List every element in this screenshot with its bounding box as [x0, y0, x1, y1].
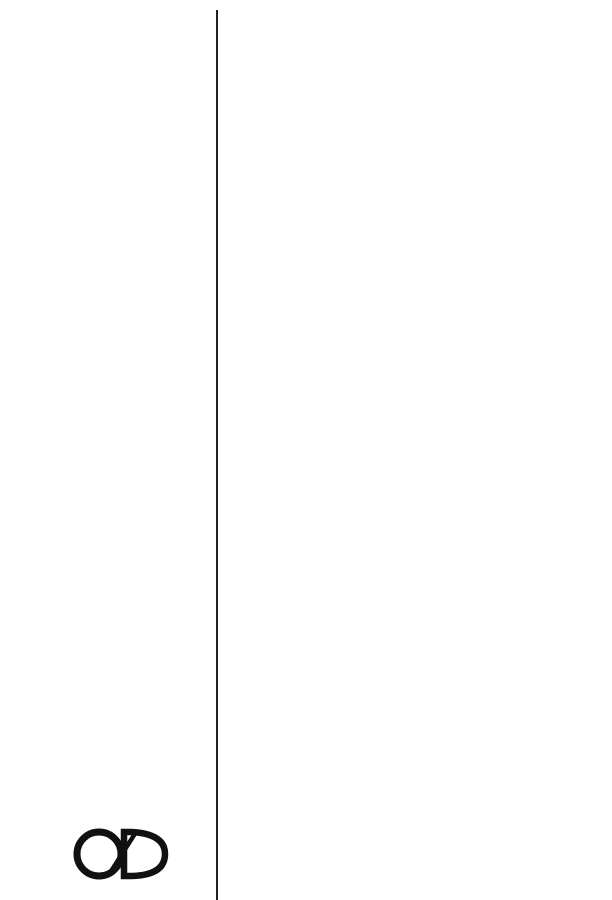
gd-logo: [72, 828, 170, 880]
vertical-divider: [216, 10, 218, 900]
